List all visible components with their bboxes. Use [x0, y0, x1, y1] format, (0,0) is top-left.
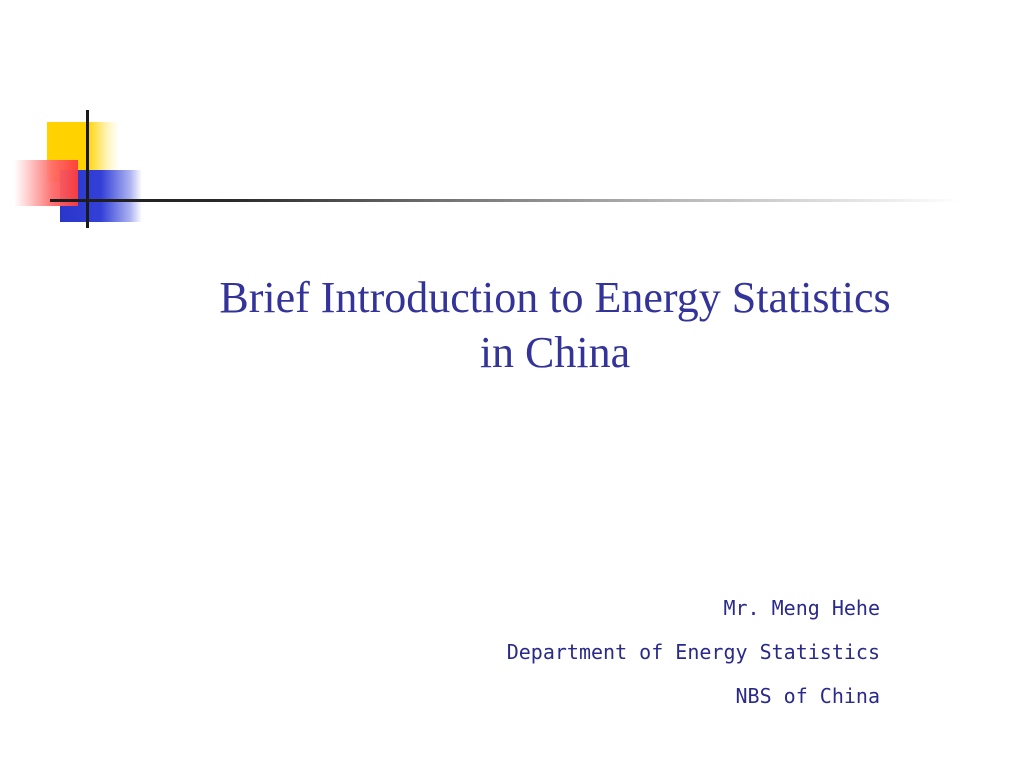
slide-title-line-2: in China: [479, 328, 631, 377]
slide-title-line-1: Brief Introduction to Energy Statistics: [219, 273, 891, 322]
vertical-rule: [86, 110, 89, 228]
author-name: Mr. Meng Hehe: [723, 596, 880, 620]
corner-decoration-icon: [0, 0, 200, 240]
slide-title: [150, 270, 960, 380]
horizontal-rule: [50, 199, 960, 202]
author-department: Department of Energy Statistics: [506, 640, 880, 664]
author-organization: NBS of China: [735, 684, 880, 708]
author-info: [507, 586, 880, 718]
